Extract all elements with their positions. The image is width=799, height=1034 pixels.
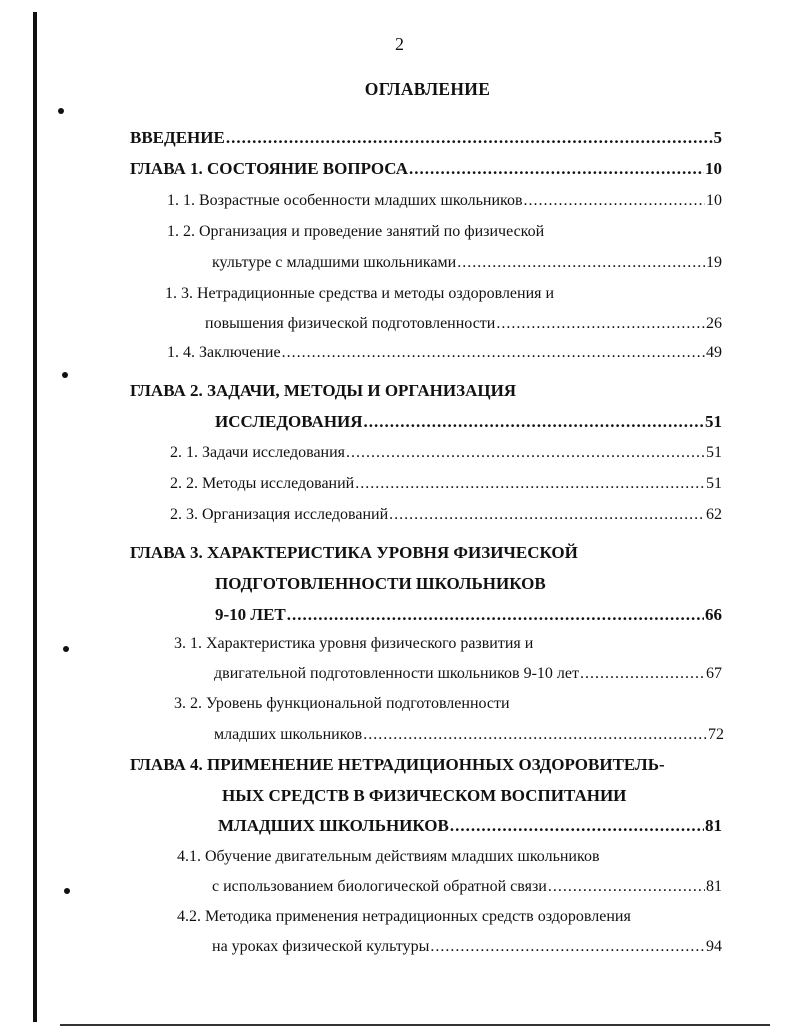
toc-entry-page: 10 [706, 192, 722, 209]
toc-entry-section-1-3 [165, 283, 554, 305]
toc-entry-text: 3. 1. Характеристика уровня физического развития и [174, 635, 534, 652]
toc-entry-section-1-2 [167, 221, 544, 243]
dot-leader [457, 252, 705, 274]
dot-leader [226, 127, 713, 149]
toc-entry-section-4-1-cont [212, 876, 722, 898]
toc-title: ОГЛАВЛЕНИЕ [364, 79, 491, 99]
toc-entry-chapter-4-cont2 [218, 815, 722, 837]
toc-entry-text: 1. 4. Заключение [167, 344, 281, 361]
toc-entry-introduction [130, 127, 722, 149]
toc-entry-section-4-2 [177, 906, 631, 928]
toc-entry-continuation: ПОДГОТОВЛЕННОСТИ ШКОЛЬНИКОВ [215, 574, 546, 593]
toc-entry-chapter-1 [130, 158, 722, 180]
toc-entry-continuation: двигательной подготовленности школьников 9-10 лет [214, 665, 579, 682]
toc-entry-page: 19 [706, 254, 722, 271]
toc-entry-section-2-2 [170, 473, 722, 495]
dot-leader [548, 876, 705, 898]
dot-leader [409, 158, 704, 180]
toc-entry-page: 51 [705, 412, 722, 431]
scan-edge-bottom [60, 1024, 770, 1026]
toc-entry-section-2-3 [170, 504, 722, 526]
toc-entry-chapter-4-cont [222, 785, 626, 807]
toc-entry-continuation: ИССЛЕДОВАНИЯ [215, 412, 363, 431]
toc-entry-chapter-4 [130, 754, 665, 776]
toc-entry-page: 10 [705, 159, 722, 178]
toc-entry-section-1-1 [167, 190, 722, 212]
toc-entry-page: 81 [706, 878, 722, 895]
toc-entry-continuation: на уроках физической культуры [212, 938, 430, 955]
toc-entry-section-3-2 [174, 693, 510, 715]
toc-entry-page: 72 [708, 726, 724, 743]
toc-entry-text: 2. 3. Организация исследований [170, 506, 389, 523]
dot-leader [346, 442, 705, 464]
toc-entry-text: 4.1. Обучение двигательным действиям младших школьников [177, 848, 600, 865]
toc-entry-continuation: МЛАДШИХ ШКОЛЬНИКОВ [218, 816, 449, 835]
toc-entry-section-4-2-cont [212, 936, 722, 958]
toc-entry-text: ВВЕДЕНИЕ [130, 128, 225, 147]
toc-entry-continuation: с использованием биологической обратной связи [212, 878, 547, 895]
scan-edge-left [33, 12, 37, 1022]
dot-leader [364, 411, 704, 433]
toc-entry-text: 2. 2. Методы исследований [170, 475, 355, 492]
dot-leader [363, 724, 707, 746]
toc-entry-chapter-3 [130, 542, 578, 564]
toc-entry-page: 81 [705, 816, 722, 835]
toc-entry-text: ГЛАВА 2. ЗАДАЧИ, МЕТОДЫ И ОРГАНИЗАЦИЯ [130, 381, 517, 400]
toc-entry-section-3-1 [174, 633, 533, 655]
toc-entry-chapter-2-cont [215, 411, 722, 433]
toc-entry-page: 62 [706, 506, 722, 523]
toc-entry-page: 67 [706, 665, 722, 682]
dot-leader [496, 313, 705, 335]
toc-entry-section-4-1 [177, 846, 600, 868]
toc-entry-text: ГЛАВА 4. ПРИМЕНЕНИЕ НЕТРАДИЦИОННЫХ ОЗДОРОВИТЕЛЬ- [130, 755, 665, 774]
toc-entry-page: 66 [705, 605, 722, 624]
toc-entry-continuation: НЫХ СРЕДСТВ В ФИЗИЧЕСКОМ ВОСПИТАНИИ [222, 786, 627, 805]
toc-entry-section-2-1 [170, 442, 722, 464]
toc-entry-page: 51 [706, 475, 722, 492]
toc-entry-continuation: повышения физической подготовленности [205, 315, 496, 332]
scan-speck [64, 888, 70, 894]
toc-entry-page: 5 [713, 128, 722, 147]
toc-entry-text: ГЛАВА 1. СОСТОЯНИЕ ВОПРОСА [130, 159, 408, 178]
toc-entry-page: 26 [706, 315, 722, 332]
toc-entry-text: 1. 2. Организация и проведение занятий по физической [167, 223, 545, 240]
dot-leader [524, 190, 705, 212]
toc-entry-text: ГЛАВА 3. ХАРАКТЕРИСТИКА УРОВНЯ ФИЗИЧЕСКОЙ [130, 543, 578, 562]
scan-speck [63, 646, 69, 652]
toc-entry-continuation: культуре с младшими школьниками [212, 254, 457, 271]
toc-entry-text: 1. 1. Возрастные особенности младших школьников [167, 192, 523, 209]
dot-leader [430, 936, 705, 958]
toc-entry-text: 1. 3. Нетрадиционные средства и методы оздоровления и [165, 285, 555, 302]
dot-leader [282, 342, 705, 364]
toc-entry-text: 4.2. Методика применения нетрадиционных средств оздоровления [177, 908, 631, 925]
toc-entry-page: 94 [706, 938, 722, 955]
toc-entry-section-1-2-cont [212, 252, 722, 274]
toc-entry-chapter-2 [130, 380, 516, 402]
toc-entry-continuation: 9-10 ЛЕТ [215, 605, 286, 624]
dot-leader [389, 504, 705, 526]
toc-entry-section-3-2-cont [214, 724, 724, 746]
toc-entry-section-1-3-cont [205, 313, 722, 335]
dot-leader [287, 604, 704, 626]
dot-leader [450, 815, 704, 837]
scan-speck [58, 108, 64, 114]
toc-entry-section-3-1-cont [214, 663, 722, 685]
toc-entry-continuation: младших школьников [214, 726, 363, 743]
toc-entry-section-1-4 [167, 342, 722, 364]
dot-leader [580, 663, 705, 685]
toc-entry-text: 2. 1. Задачи исследования [170, 444, 346, 461]
toc-entry-text: 3. 2. Уровень функциональной подготовленности [174, 695, 510, 712]
toc-entry-chapter-3-cont [215, 573, 546, 595]
toc-entry-chapter-3-cont2 [215, 604, 722, 626]
toc-entry-page: 51 [706, 444, 722, 461]
dot-leader [355, 473, 705, 495]
toc-entry-page: 49 [706, 344, 722, 361]
scan-speck [62, 372, 68, 378]
page-number: 2 [395, 34, 404, 54]
